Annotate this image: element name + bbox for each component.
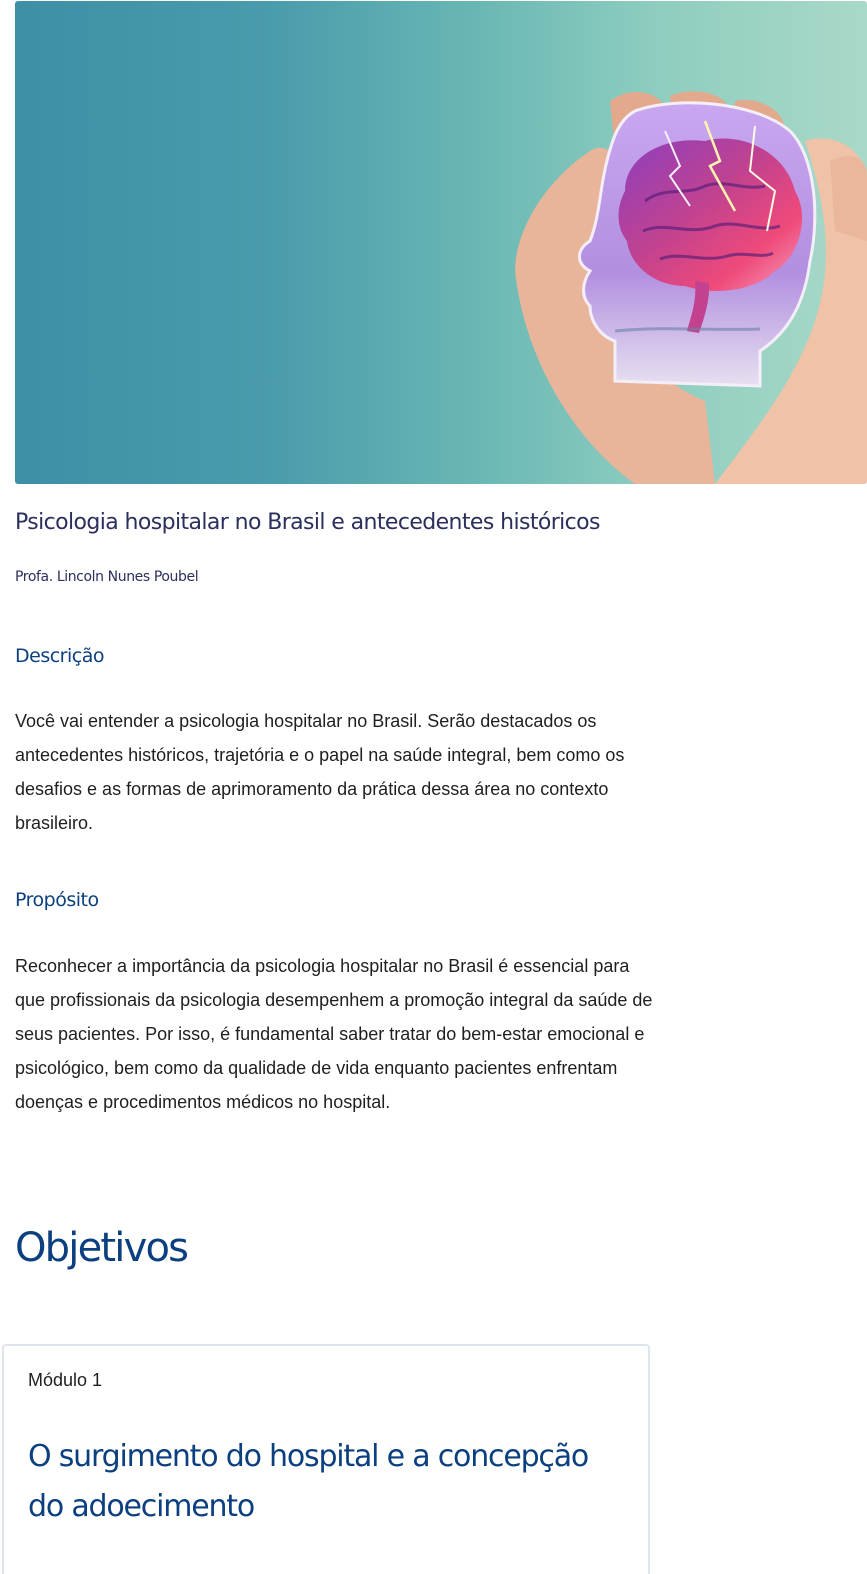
hero-banner: [15, 1, 867, 484]
module-label: Módulo 1: [28, 1370, 103, 1390]
page-title: Psicologia hospitalar no Brasil e antecedentes históricos: [15, 510, 600, 535]
proposito-heading: Propósito: [15, 889, 99, 911]
descricao-heading: Descrição: [15, 645, 104, 667]
module-title: O surgimento do hospital e a concepção do adoecimento: [28, 1439, 589, 1524]
objetivos-heading: Objetivos: [15, 1225, 188, 1271]
head-brain-in-hands-illustration: [15, 1, 867, 484]
author-name: Profa. Lincoln Nunes Poubel: [15, 569, 199, 585]
descricao-text: Você vai entender a psicologia hospitalar no Brasil. Serão destacados os antecedentes históricos, trajetória e o papel na saúde integral, bem como os desafios e as formas de aprimoramento da prática dessa área no contexto brasileiro.: [15, 711, 625, 833]
module-card[interactable]: [2, 1344, 650, 1574]
proposito-text: Reconhecer a importância da psicologia hospitalar no Brasil é essencial para que profissionais da psicologia desempenhem a promoção integral da saúde de seus pacientes. Por isso, é fundamental saber tratar do bem-estar emocional e psicológico, bem como da qualidade de vida enquanto pacientes enfrentam doenças e procedimentos médicos no hospital.: [15, 956, 653, 1112]
